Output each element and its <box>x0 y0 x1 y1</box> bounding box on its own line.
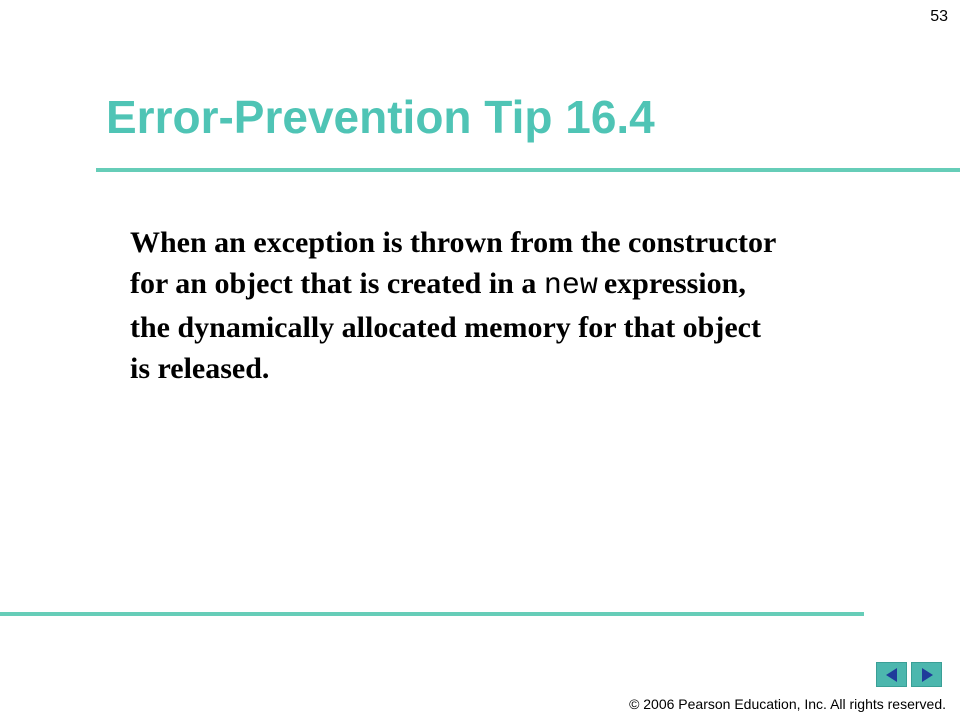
previous-slide-button[interactable] <box>876 662 907 687</box>
code-keyword-new: new <box>543 269 598 303</box>
tip-line-4: is released. <box>130 352 270 385</box>
footer-divider <box>0 612 864 616</box>
title-divider <box>96 168 960 172</box>
tip-body <box>130 222 930 389</box>
tip-line-3: the dynamically allocated memory for that object <box>130 311 761 344</box>
copyright-footer: © 2006 Pearson Education, Inc. All rights reserved. <box>629 696 946 712</box>
tip-line-2-start: for an object that is created in a <box>130 267 544 300</box>
tip-line-1: When an exception is thrown from the constructor <box>130 226 777 259</box>
next-slide-button[interactable] <box>911 662 942 687</box>
left-arrow-icon <box>882 667 902 683</box>
right-arrow-icon <box>917 667 937 683</box>
slide-navigation <box>876 662 942 687</box>
tip-line-2-end: expression, <box>603 267 746 300</box>
slide-title: Error-Prevention Tip 16.4 <box>106 91 655 143</box>
page-number: 53 <box>930 8 948 25</box>
